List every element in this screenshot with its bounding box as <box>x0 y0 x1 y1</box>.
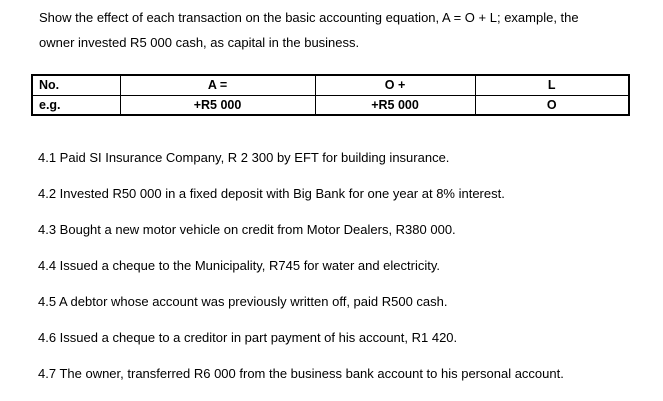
instructions-line-2: owner invested R5 000 cash, as capital in the business. <box>39 35 360 50</box>
table-header-row <box>32 75 629 95</box>
example-assets: +R5 000 <box>120 95 315 115</box>
transaction-4-3: 4.3 Bought a new motor vehicle on credit from Motor Dealers, R380 000. <box>38 222 456 237</box>
header-owners-equity: O + <box>315 75 475 95</box>
transaction-4-6: 4.6 Issued a cheque to a creditor in part payment of his account, R1 420. <box>38 330 458 345</box>
example-no: e.g. <box>32 95 120 115</box>
table-example-row <box>32 95 629 115</box>
transaction-list <box>38 146 564 398</box>
example-owners-equity: +R5 000 <box>315 95 475 115</box>
transaction-4-1: 4.1 Paid SI Insurance Company, R 2 300 by EFT for building insurance. <box>38 150 450 165</box>
transaction-4-2: 4.2 Invested R50 000 in a fixed deposit with Big Bank for one year at 8% interest. <box>38 186 505 201</box>
transaction-4-4: 4.4 Issued a cheque to the Municipality, R745 for water and electricity. <box>38 258 441 273</box>
instructions-line-1: Show the effect of each transaction on the basic accounting equation, A = O + L; example, the <box>39 10 579 25</box>
instructions <box>39 5 639 55</box>
transaction-4-7: 4.7 The owner, transferred R6 000 from the business bank account to his personal account. <box>38 366 564 381</box>
header-assets: A = <box>120 75 315 95</box>
example-liabilities: O <box>475 95 629 115</box>
header-no: No. <box>32 75 120 95</box>
transaction-4-5: 4.5 A debtor whose account was previously written off, paid R500 cash. <box>38 294 448 309</box>
accounting-equation-table <box>31 74 630 116</box>
header-liabilities: L <box>475 75 629 95</box>
